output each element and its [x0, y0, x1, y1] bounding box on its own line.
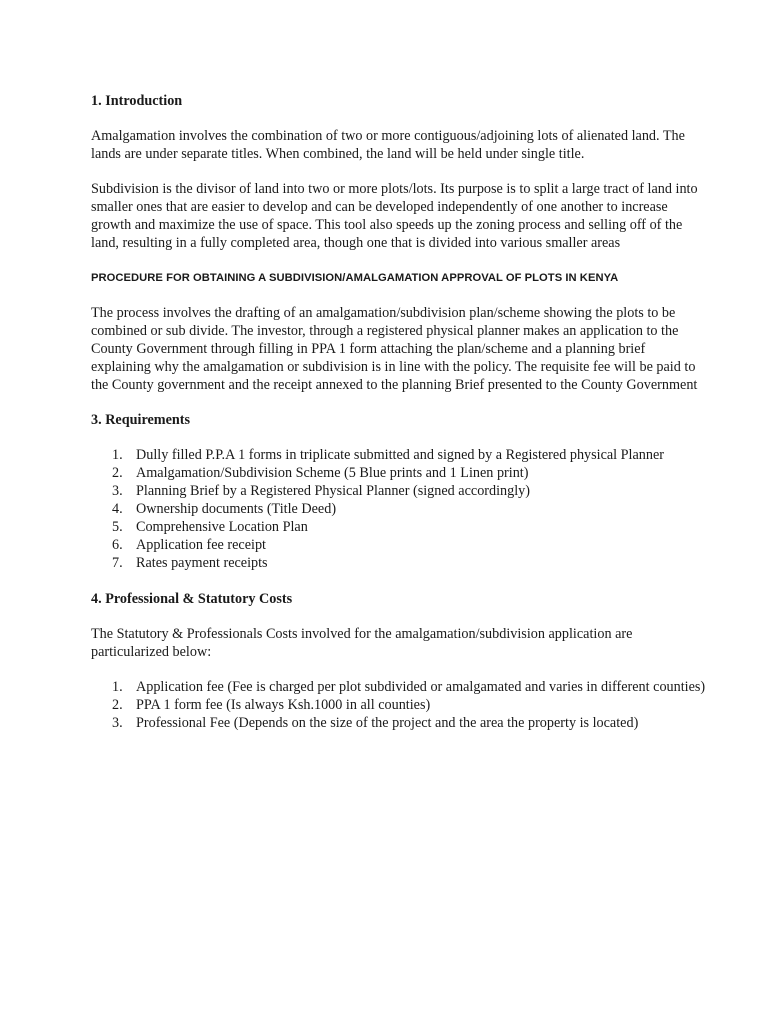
- list-item-number: 1.: [112, 679, 123, 695]
- costs-list: [91, 678, 708, 732]
- list-item: [91, 464, 708, 482]
- list-item: [91, 536, 708, 554]
- list-item-text: Dully filled P.P.A 1 forms in triplicate submitted and signed by a Registered physical Planner: [136, 447, 665, 463]
- requirements-list: [91, 446, 708, 572]
- requirements-heading: 3. Requirements: [91, 412, 191, 428]
- list-item: [91, 446, 708, 464]
- list-item: [91, 554, 708, 572]
- procedure-heading: PROCEDURE FOR OBTAINING A SUBDIVISION/AMALGAMATION APPROVAL OF PLOTS IN KENYA: [91, 272, 619, 284]
- list-item-number: 2.: [112, 697, 123, 713]
- list-item-text: Planning Brief by a Registered Physical Planner (signed accordingly): [136, 483, 531, 499]
- list-item-number: 4.: [112, 501, 123, 517]
- list-item-text: Application fee (Fee is charged per plot subdivided or amalgamated and varies in different counties): [136, 679, 706, 695]
- list-item-number: 1.: [112, 447, 123, 463]
- list-item-number: 3.: [112, 715, 123, 731]
- costs-paragraph: The Statutory & Professionals Costs involved for the amalgamation/subdivision application are particularized below:: [91, 626, 633, 660]
- list-item: [91, 518, 708, 536]
- list-item-number: 7.: [112, 555, 123, 571]
- list-item-text: Professional Fee (Depends on the size of the project and the area the property is located): [136, 715, 639, 731]
- costs-heading: 4. Professional & Statutory Costs: [91, 591, 293, 607]
- list-item-number: 5.: [112, 519, 123, 535]
- list-item: [91, 696, 708, 714]
- list-item: [91, 714, 708, 732]
- list-item: [91, 500, 708, 518]
- list-item: [91, 482, 708, 500]
- list-item-number: 3.: [112, 483, 123, 499]
- amalgamation-paragraph: Amalgamation involves the combination of two or more contiguous/adjoining lots of alienated land. The lands are under separate titles. When combined, the land will be held under single title.: [91, 128, 685, 162]
- list-item: [91, 678, 708, 696]
- procedure-paragraph: The process involves the drafting of an amalgamation/subdivision plan/scheme showing the plots to be combined or sub divide. The investor, through a registered physical planner makes an application to the County Government through filling in PPA 1 form attaching the plan/scheme and a planning brief explaining why the amalgamation or subdivision is in line with the policy. The requisite fee will be paid to the County government and the receipt annexed to the planning Brief presented to the County Government: [91, 305, 698, 393]
- list-item-number: 6.: [112, 537, 123, 553]
- list-item-text: Ownership documents (Title Deed): [136, 501, 337, 517]
- list-item-text: Application fee receipt: [136, 537, 266, 553]
- list-item-number: 2.: [112, 465, 123, 481]
- list-item-text: PPA 1 form fee (Is always Ksh.1000 in all counties): [136, 697, 431, 713]
- list-item-text: Comprehensive Location Plan: [136, 519, 308, 535]
- list-item-text: Amalgamation/Subdivision Scheme (5 Blue prints and 1 Linen print): [136, 465, 529, 481]
- subdivision-paragraph: Subdivision is the divisor of land into two or more plots/lots. Its purpose is to split a large tract of land into smaller ones that are easier to develop and can be developed independently of one another to increase growth and maximize the use of space. This tool also speeds up the zoning process and selling off of the land, resulting in a fully completed area, though one that is divided into various smaller areas: [91, 181, 698, 251]
- list-item-text: Rates payment receipts: [136, 555, 268, 571]
- introduction-heading: 1. Introduction: [91, 93, 183, 109]
